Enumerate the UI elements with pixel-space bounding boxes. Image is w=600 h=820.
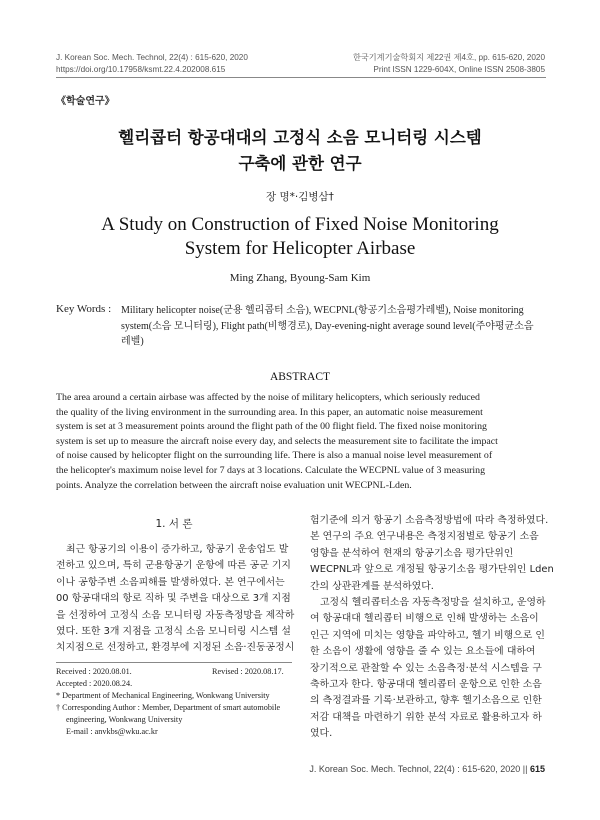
abstract-line: points. Analyze the correlation between the aircraft noise evaluation unit WECPNL-Lden.: [56, 479, 412, 491]
footnote-rule: [56, 662, 292, 663]
received-date: Received : 2020.08.01.: [56, 667, 132, 676]
abstract-line: of noise caused by helicopter flight on the surrounding life. There is also a manual noise level measurement of: [56, 450, 493, 462]
authors-en: Ming Zhang, Byoung-Sam Kim: [229, 272, 371, 284]
abstract-body: [56, 391, 546, 493]
body-line: 장기적으로 관찰할 수 있는 소음측정·분석 시스템을 구: [310, 662, 542, 674]
body-line: 최근 항공기의 이용이 증가하고, 항공기 운송업도 발: [66, 544, 289, 555]
body-line: WECPNL과 앞으로 개정될 항공기소음 평가단위인 Lden: [310, 564, 554, 576]
header-rule: [56, 77, 546, 78]
body-line: 00 항공대대의 항로 직하 및 주변을 대상으로 3개 지점: [56, 593, 291, 605]
title-ko-line1: 헬리콥터 항공대대의 고정식 소음 모니터링 시스템: [118, 128, 482, 147]
keywords-line: Military helicopter noise(군용 헬리콥터 소음), WECPNL(항공기소음평가레벨), Noise monitoring: [121, 305, 524, 316]
title-en-line1: A Study on Construction of Fixed Noise Monitoring: [101, 214, 499, 235]
title-ko-line2: 구축에 관한 연구: [238, 154, 362, 173]
journal-citation-ko: 한국기계기술학회지 제22권 제4호, pp. 615-620, 2020: [352, 53, 545, 62]
keywords-line: system(소음 모니터링), Flight path(비행경로), Day-evening-night average sound level(주야평균소음: [121, 320, 534, 332]
issn-info: Print ISSN 1229-604X, Online ISSN 2508-3805: [373, 65, 545, 74]
keywords-line: 레벨): [121, 336, 144, 347]
body-line: 였다. 또한 3개 지점을 고정식 소음 모니터링 시스템 설: [56, 626, 291, 638]
abstract-line: The area around a certain airbase was affected by the noise of military helicopters, which seriously reduced: [56, 392, 480, 403]
abstract-line: system is set at 3 measurement points around the flight path of the 00 flight field. The fixed noise monitoring: [56, 421, 487, 433]
author-email[interactable]: E-mail : anvkbs@wku.ac.kr: [66, 727, 158, 736]
footer-citation: J. Korean Soc. Mech. Technol, 22(4) : 615-620, 2020 ||: [309, 764, 528, 774]
journal-citation: J. Korean Soc. Mech. Technol, 22(4) : 615-620, 2020: [56, 53, 248, 62]
introduction-left: [56, 542, 295, 657]
article-category: 《학술연구》: [56, 96, 115, 107]
authors-ko: 장 명*·김병삼†: [266, 191, 334, 203]
body-line: 저감 대책을 마련하기 위한 분석 자료로 활용하고자 하: [310, 711, 542, 723]
body-line: 인근 지역에 미치는 영향을 파악하고, 헬기 비행으로 인: [310, 629, 545, 641]
body-line: 간의 상관관계를 분석하였다.: [310, 580, 434, 592]
body-line: 축하고자 한다. 항공대대 헬리콥터 운항으로 인한 소음: [310, 679, 542, 691]
corresponding-author-note: † Corresponding Author : Member, Department of smart automobile: [56, 703, 281, 712]
page-number: 615: [529, 764, 545, 774]
title-en-line2: System for Helicopter Airbase: [184, 238, 416, 259]
keywords-block: [121, 303, 546, 350]
accepted-date: Accepted : 2020.08.24.: [56, 679, 133, 688]
body-line: 였다.: [310, 728, 333, 740]
abstract-line: the helicopter's maximum noise level for 7 days at 3 locations. Calculate the WECPNL value of 3 measuring: [56, 464, 486, 476]
doi-link[interactable]: https://doi.org/10.17958/ksmt.22.4.202008.615: [56, 65, 226, 74]
body-line: 본 연구의 주요 연구내용은 측정지점별로 항공기 소음: [310, 531, 539, 543]
abstract-line: system is set up to measure the aircraft noise every day, and selects the measurement site to facilitate the impact: [56, 435, 498, 447]
body-line: 여 항공대대 헬리콥터 비행으로 인해 발생하는 소음이: [310, 613, 539, 625]
abstract-line: the quality of the living environment in the surrounding area. In this paper, an automatic noise measurement: [56, 406, 483, 418]
section-heading: 1. 서 론: [155, 518, 193, 530]
revised-date: Revised : 2020.08.17.: [212, 667, 284, 676]
abstract-heading: ABSTRACT: [269, 371, 331, 383]
body-line: 영향을 분석하여 현재의 항공기소음 평가단위인: [310, 547, 514, 559]
body-line: 을 선정하여 고정식 소음 모니터링 자동측정망을 제작하: [56, 609, 295, 621]
body-line: 이나 공항주변 소음피해를 발생하였다. 본 연구에서는: [56, 576, 285, 588]
body-line: 의 측정결과를 기록·보관하고, 향후 헬기소음으로 인한: [310, 695, 542, 707]
body-line: 치지점으로 선정하고, 환경부에 지정된 소음·진동공정시: [56, 642, 295, 654]
introduction-right: [310, 513, 554, 743]
body-line: 전하고 있으며, 특히 군용항공기 운항에 따른 공군 기지: [56, 560, 291, 572]
body-line: 한 소음이 생활에 영향을 줄 수 있는 요소들에 대하여: [310, 646, 536, 658]
body-line: 고정식 헬리콥터소음 자동측정망을 설치하고, 운영하: [320, 597, 546, 609]
corresponding-author-affiliation: engineering, Wonkwang University: [66, 715, 183, 724]
body-line: 험기준에 의거 항공기 소음측정방법에 따라 측정하였다.: [310, 515, 549, 526]
affiliation-note: * Department of Mechanical Engineering, Wonkwang University: [56, 691, 270, 700]
page-footer: [309, 764, 545, 774]
keywords-label: Key Words :: [56, 303, 112, 315]
